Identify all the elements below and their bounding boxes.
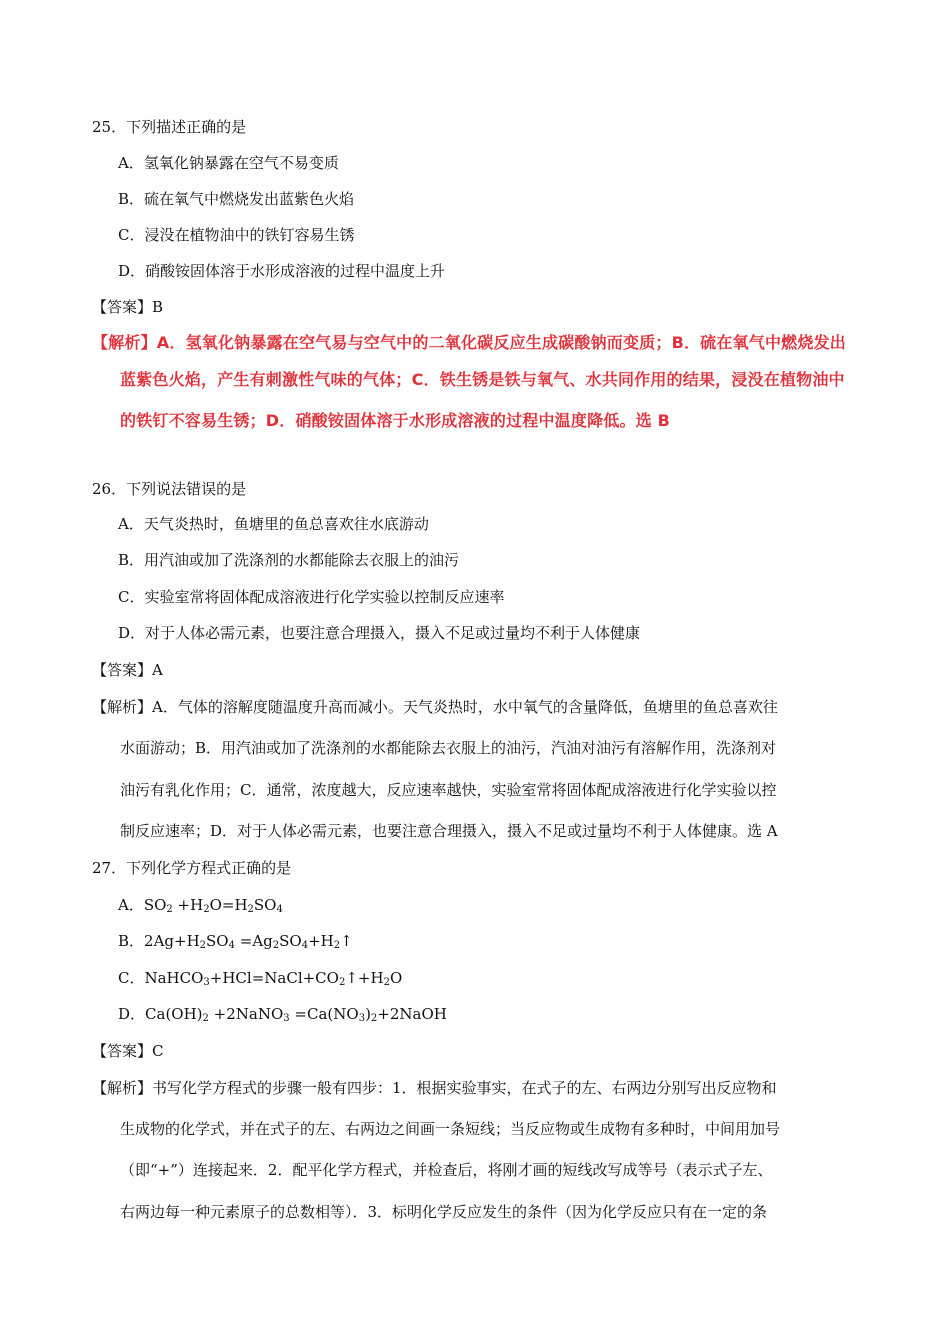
q27-option-a: A．$SO_2 +H_2O=H_2SO_4$	[118, 896, 283, 915]
q27-answer: 【答案】C	[92, 1042, 164, 1060]
question-25-stem: 25．下列描述正确的是	[92, 118, 247, 136]
q26-analysis-line-4: 制反应速率；D．对于人体必需元素，也要注意合理摄入，摄入不足或过量均不利于人体健康。选 A	[120, 822, 778, 840]
q26-option-c: C．实验室常将固体配成溶液进行化学实验以控制反应速率	[118, 588, 505, 606]
q26-option-d: D．对于人体必需元素，也要注意合理摄入，摄入不足或过量均不利于人体健康	[118, 624, 641, 642]
q26-analysis-line-1: 【解析】A．气体的溶解度随温度升高而减小。天气炎热时，水中氧气的含量降低，鱼塘里的鱼总喜欢往	[92, 698, 778, 716]
q25-answer: 【答案】B	[92, 298, 164, 316]
q27-analysis-line-4: 右两边每一种元素原子的总数相等）．3．标明化学反应发生的条件（因为化学反应只有在一定的条	[120, 1203, 768, 1221]
q25-option-c: C．浸没在植物油中的铁钉容易生锈	[118, 226, 355, 244]
q25-option-a: A．氢氧化钠暴露在空气不易变质	[118, 154, 339, 172]
q25-analysis-line-1: 【解析】A．氢氧化钠暴露在空气易与空气中的二氧化碳反应生成碳酸钠而变质；B．硫在氧气中燃烧发出	[92, 333, 846, 352]
q25-option-b: B．硫在氧气中燃烧发出蓝紫色火焰	[118, 190, 355, 208]
q25-option-d: D．硝酸铵固体溶于水形成溶液的过程中温度上升	[118, 262, 446, 280]
q25-analysis-line-2: 蓝紫色火焰，产生有刺激性气味的气体；C．铁生锈是铁与氧气、水共同作用的结果，浸没在植物油中	[120, 370, 845, 389]
q26-answer: 【答案】A	[92, 661, 163, 679]
q26-analysis-line-3: 油污有乳化作用；C．通常，浓度越大，反应速率越快，实验室常将固体配成溶液进行化学实验以控	[120, 781, 777, 799]
q26-analysis-line-2: 水面游动；B．用汽油或加了洗涤剂的水都能除去衣服上的油污，汽油对油污有溶解作用，洗涤剂对	[120, 739, 777, 757]
q27-analysis-line-3: （即“+”）连接起来．2．配平化学方程式，并检查后，将刚才画的短线改写成等号（表示式子左、	[120, 1161, 773, 1179]
question-26-stem: 26．下列说法错误的是	[92, 480, 247, 498]
q27-analysis-line-2: 生成物的化学式，并在式子的左、右两边之间画一条短线；当反应物或生成物有多种时，中间用加号	[120, 1120, 781, 1138]
q27-option-b: B．$2Ag+H_2SO_4$ $=Ag_2SO_4+H_2↑$	[118, 932, 353, 951]
question-27-stem: 27．下列化学方程式正确的是	[92, 859, 292, 877]
q27-option-d: D．$Ca(OH)_2$ +2NaNO$_3$ $=Ca(NO_3)_2+2NaOH$	[118, 1005, 447, 1024]
q25-analysis-line-3: 的铁钉不容易生锈；D．硝酸铵固体溶于水形成溶液的过程中温度降低。选 B	[120, 411, 671, 430]
q27-analysis-line-1: 【解析】书写化学方程式的步骤一般有四步：1．根据实验事实，在式子的左、右两边分别写出反应物和	[92, 1079, 777, 1097]
q26-option-a: A．天气炎热时，鱼塘里的鱼总喜欢往水底游动	[118, 515, 429, 533]
q26-option-b: B．用汽油或加了洗涤剂的水都能除去衣服上的油污	[118, 551, 460, 569]
q27-option-c: C．$NaHCO_3+HCl=NaCl+CO_2↑+H_2O$	[118, 969, 403, 988]
